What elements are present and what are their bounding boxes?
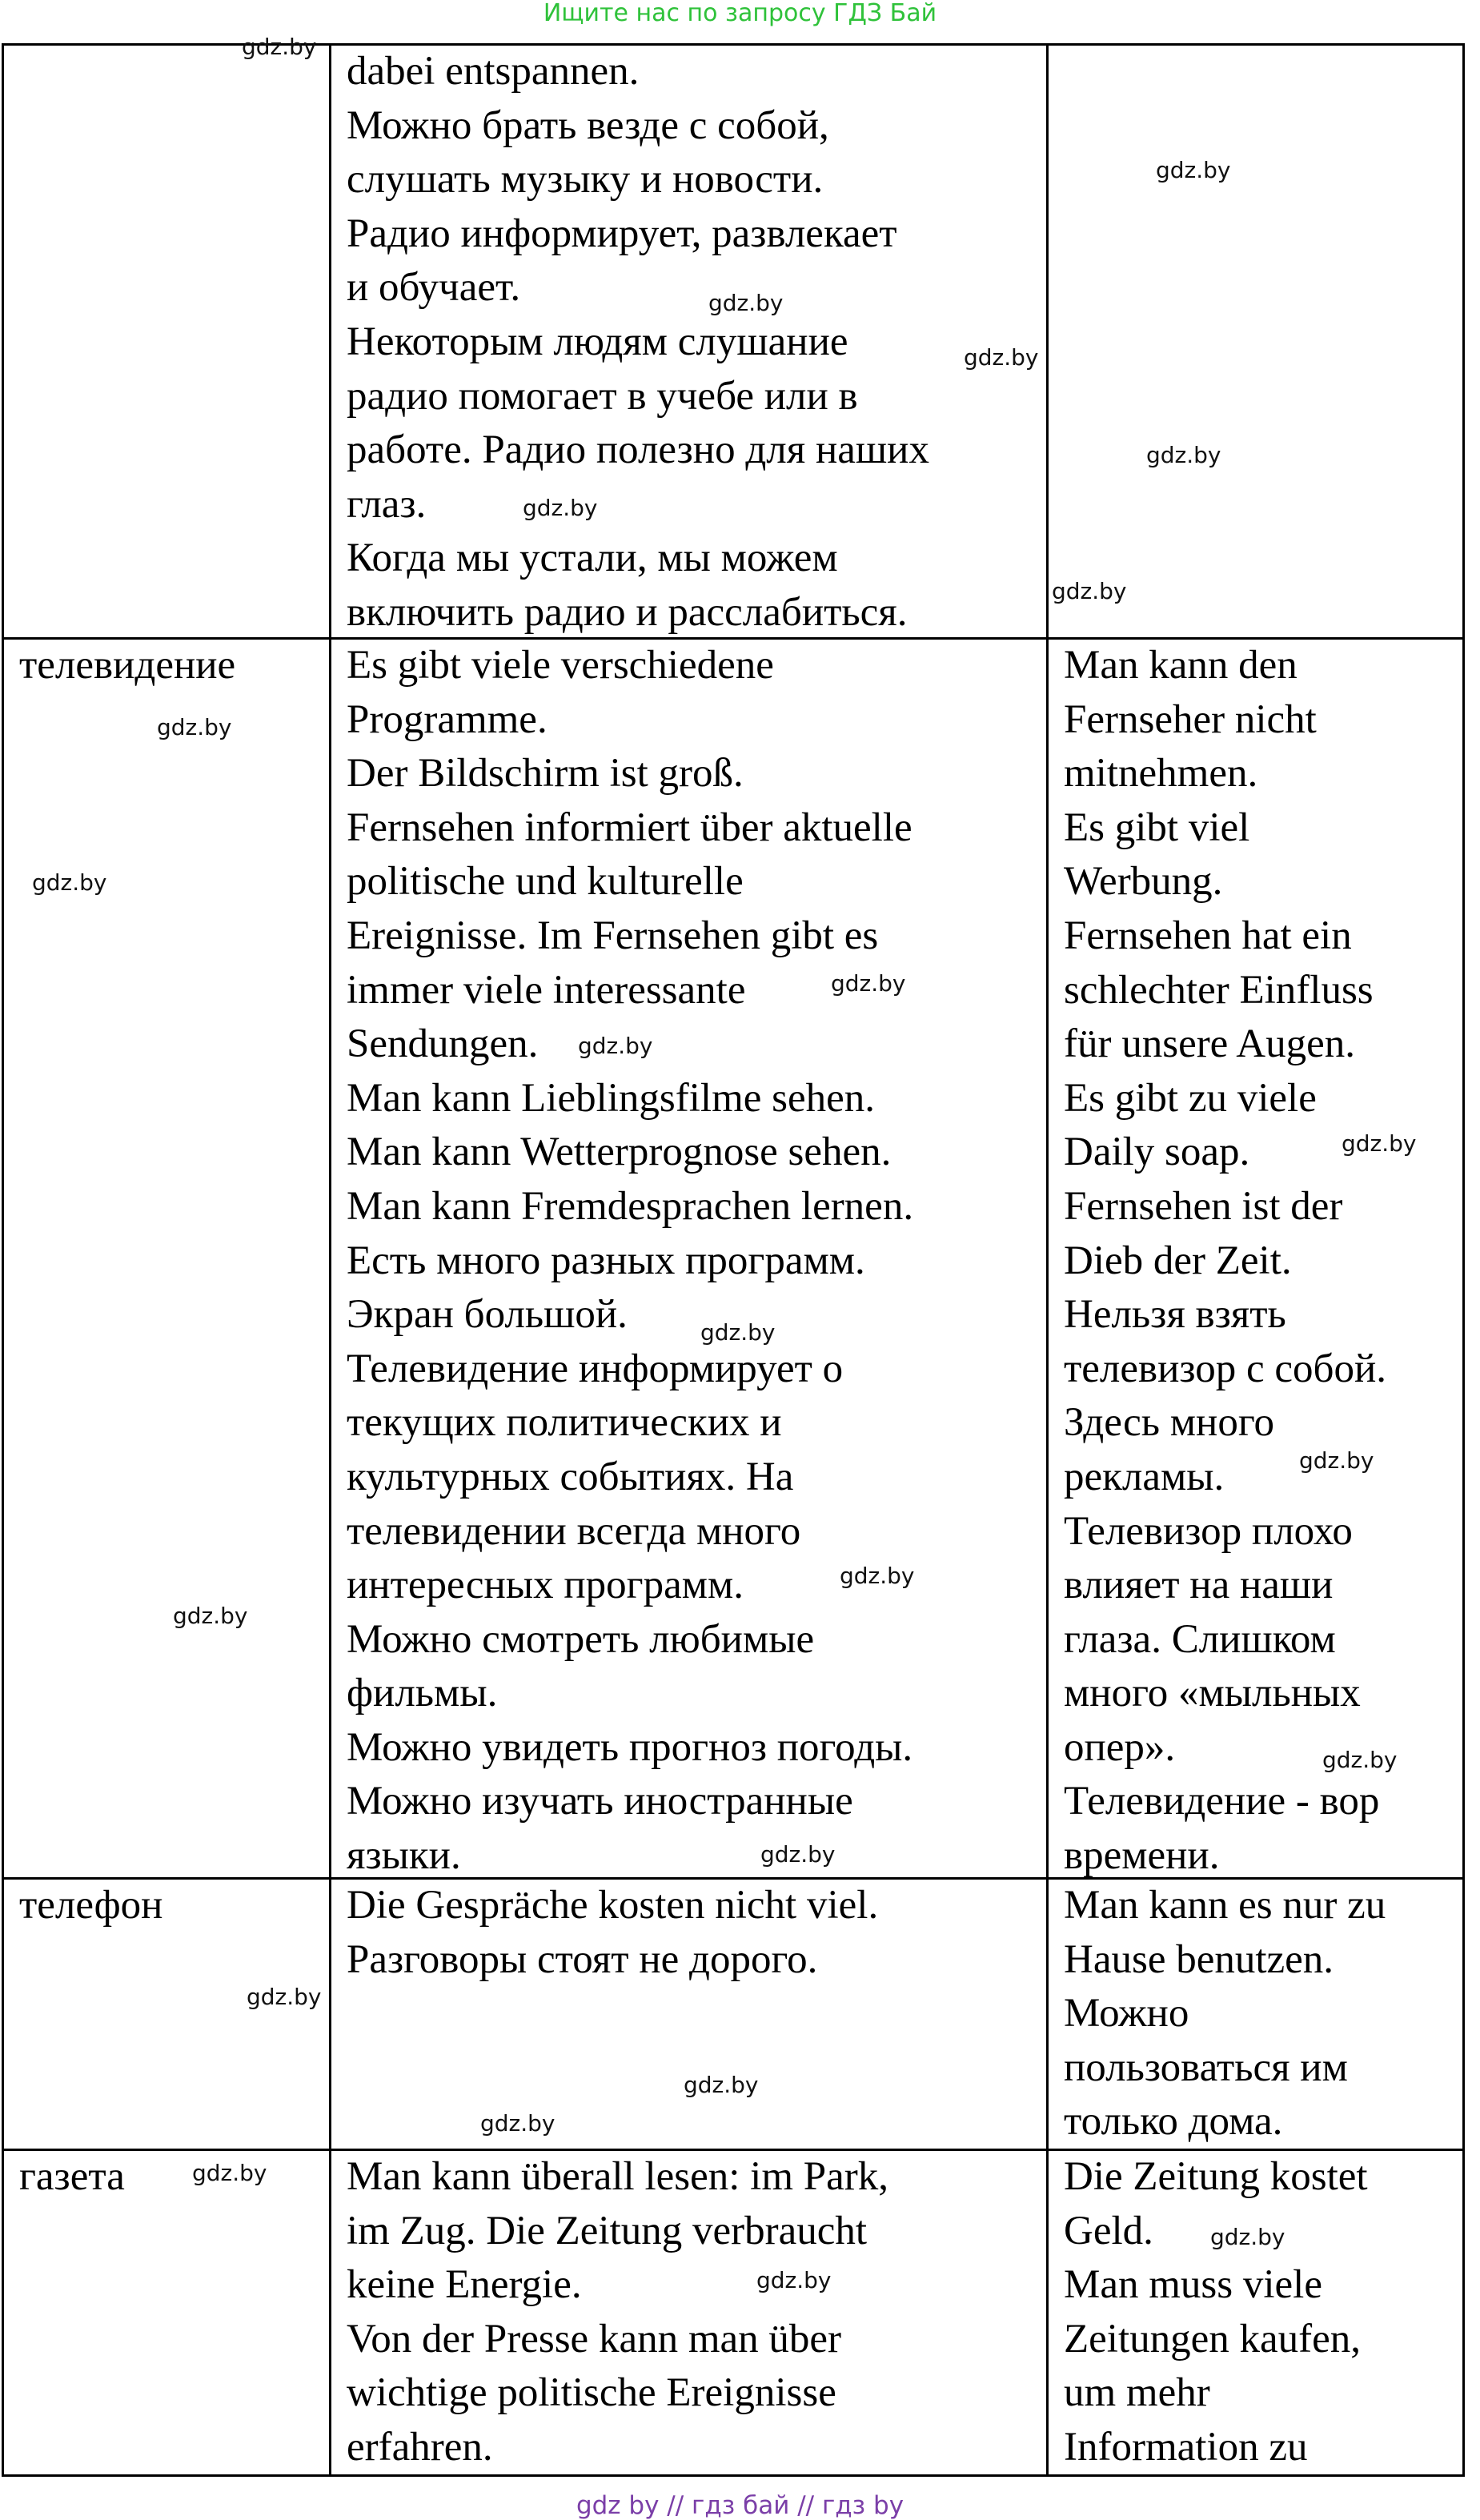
phone-advantages-cell [347,1879,878,1987]
advantage-line: Можно изучать иностранные [347,1779,853,1824]
watermark: gdz.by [173,1603,248,1629]
advantage-line: Programme. [347,696,547,742]
watermark: gdz.by [523,495,598,521]
disadvantage-line: Die Zeitung kostet [1064,2154,1368,2199]
disadvantage-line: Hause benutzen. [1064,1936,1334,1982]
term-cell-phone [19,1879,162,1933]
advantage-line: слушать музыку и новости. [347,157,824,203]
term-cell-newspaper [19,2150,125,2205]
advantage-line: включить радио и расслабиться. [347,589,908,635]
disadvantage-line: влияет на наши [1064,1563,1334,1608]
advantage-line: Радио информирует, развлекает [347,211,897,256]
watermark: gdz.by [760,1841,836,1868]
watermark: gdz.by [964,344,1039,371]
disadvantage-line: Werbung. [1064,859,1223,905]
watermark: gdz.by [247,1984,322,2010]
newspaper-advantages-list [347,2150,888,2475]
advantage-line: Разговоры стоят не дорого. [347,1936,818,1982]
advantage-line: Некоторым людям слушание [347,319,848,364]
watermark: gdz.by [157,714,232,740]
advantage-line: Es gibt viele verschiedene [347,643,774,688]
disadvantage-line: für unsere Augen. [1064,1021,1355,1067]
tv-advantages-cell [347,639,913,1884]
disadvantage-line: Fernsehen ist der [1064,1183,1343,1229]
watermark: gdz.by [840,1563,915,1589]
watermark: gdz.by [1342,1130,1417,1157]
watermark: gdz.by [1052,578,1127,604]
disadvantage-line: Information zu [1064,2424,1308,2470]
term-cell-tv [19,639,235,693]
disadvantage-line: Es gibt zu viele [1064,1075,1317,1121]
advantage-line: Когда мы устали, мы можем [347,536,838,581]
watermark: gdz.by [480,2110,556,2137]
advantage-line: keine Energie. [347,2262,582,2308]
radio-advantages-list [347,45,929,640]
advantage-line: глаз. [347,481,427,527]
advantage-line: телевидении всегда много [347,1508,801,1554]
disadvantage-line: много «мыльных [1064,1671,1361,1716]
advantage-line: Man kann Lieblingsfilme sehen. [347,1075,876,1121]
advantage-line: Man kann Wetterprognose sehen. [347,1130,892,1175]
disadvantage-line: пользоваться им [1064,2044,1348,2090]
advantage-line: erfahren. [347,2424,493,2470]
advantage-line: politische und kulturelle [347,859,744,905]
disadvantage-line: Geld. [1064,2208,1153,2253]
phone-advantages-list [347,1879,878,1987]
watermark: gdz.by [831,970,906,997]
advantage-line: Можно увидеть прогноз погоды. [347,1724,913,1770]
advantage-line: текущих политических и [347,1400,782,1446]
advantage-line: фильмы. [347,1671,498,1716]
advantage-line: Sendungen. [347,1021,539,1067]
table-border-col1 [329,43,331,2477]
tv-disadvantages-list [1064,639,1386,1884]
advantage-line: immer viele interessante [347,967,746,1013]
disadvantage-line: Нельзя взять [1064,1292,1286,1338]
newspaper-disadvantages-list [1064,2150,1368,2475]
advantage-line: Die Gespräche kosten nicht viel. [347,1883,879,1928]
disadvantage-line: schlechter Einfluss [1064,967,1374,1013]
advantage-line: интересных программ. [347,1563,744,1608]
table-border-col2 [1046,43,1049,2477]
disadvantage-line: глаза. Слишком [1064,1616,1336,1662]
advantage-line: культурных событиях. На [347,1454,794,1499]
advantage-line: Можно брать везде с собой, [347,102,829,148]
disadvantage-line: mitnehmen. [1064,751,1258,797]
newspaper-disadvantages-cell [1064,2150,1368,2475]
advantage-line: языки. [347,1833,461,1879]
disadvantage-line: Телевидение - вор [1064,1779,1380,1824]
watermark: gdz.by [578,1033,653,1059]
tv-disadvantages-cell [1064,639,1386,1884]
table-border-right [1462,43,1465,2477]
disadvantage-line: Zeitungen kaufen, [1064,2316,1362,2361]
advantage-line: Der Bildschirm ist groß. [347,751,744,797]
advantage-line: работе. Радио полезно для наших [347,427,929,473]
advantage-line: Man kann Fremdesprachen lernen. [347,1183,914,1229]
term-label-phone: телефон [19,1883,163,1928]
disadvantage-line: Можно [1064,1991,1189,2036]
disadvantage-line: Здесь много [1064,1400,1274,1446]
advantage-line: wichtige politische Ereignisse [347,2370,836,2416]
disadvantage-line: Телевизор плохо [1064,1508,1353,1554]
term-label-tv: телевидение [19,643,236,688]
watermark: gdz.by [242,34,317,60]
watermark: gdz.by [756,2267,832,2293]
watermark: gdz.by [700,1319,776,1346]
disadvantage-line: телевизор с собой. [1064,1346,1386,1391]
watermark: gdz.by [1156,157,1231,183]
disadvantage-line: um mehr [1064,2370,1210,2416]
disadvantage-line: рекламы. [1064,1454,1225,1499]
header-search-hint: Ищите нас по запросу ГДЗ Бай [543,0,937,27]
advantage-line: dabei entspannen. [347,49,640,94]
disadvantage-line: Es gibt viel [1064,805,1250,850]
watermark: gdz.by [684,2072,759,2098]
newspaper-advantages-cell [347,2150,888,2475]
disadvantage-line: опер». [1064,1724,1176,1770]
watermark: gdz.by [1299,1447,1374,1474]
watermark: gdz.by [1146,442,1221,468]
advantage-line: Можно смотреть любимые [347,1616,815,1662]
watermark: gdz.by [192,2160,267,2186]
phone-disadvantages-cell [1064,1879,1386,2149]
watermark: gdz.by [1322,1747,1398,1773]
advantage-line: Ereignisse. Im Fernsehen gibt es [347,913,879,958]
advantage-line: Fernsehen informiert über aktuelle [347,805,912,850]
phone-disadvantages-list [1064,1879,1386,2149]
advantage-line: радио помогает в учебе или в [347,373,858,419]
advantage-line: Есть много разных программ. [347,1238,865,1283]
disadvantage-line: Man kann es nur zu [1064,1883,1386,1928]
disadvantage-line: Fernseher nicht [1064,696,1317,742]
advantage-line: im Zug. Die Zeitung verbraucht [347,2208,868,2253]
disadvantage-line: Man muss viele [1064,2262,1322,2308]
watermark: gdz.by [1210,2224,1285,2250]
tv-advantages-list [347,639,913,1884]
advantage-line: и обучает. [347,265,521,311]
advantage-line: Von der Presse kann man über [347,2316,842,2361]
footer-site-links: gdz by // гдз бай // гдз by [576,2491,904,2520]
table-border-left [2,43,4,2477]
radio-advantages-cell [347,45,929,640]
advantage-line: Телевидение информирует о [347,1346,844,1391]
watermark: gdz.by [708,290,784,316]
disadvantage-line: только дома. [1064,2099,1283,2145]
advantage-line: Man kann überall lesen: im Park, [347,2154,888,2199]
advantage-line: Экран большой. [347,1292,628,1338]
disadvantage-line: Man kann den [1064,643,1298,688]
disadvantage-line: Dieb der Zeit. [1064,1238,1292,1283]
watermark: gdz.by [32,869,107,896]
disadvantage-line: Daily soap. [1064,1130,1250,1175]
disadvantage-line: времени. [1064,1833,1220,1879]
term-label-newspaper: газета [19,2154,125,2199]
disadvantage-line: Fernsehen hat ein [1064,913,1352,958]
